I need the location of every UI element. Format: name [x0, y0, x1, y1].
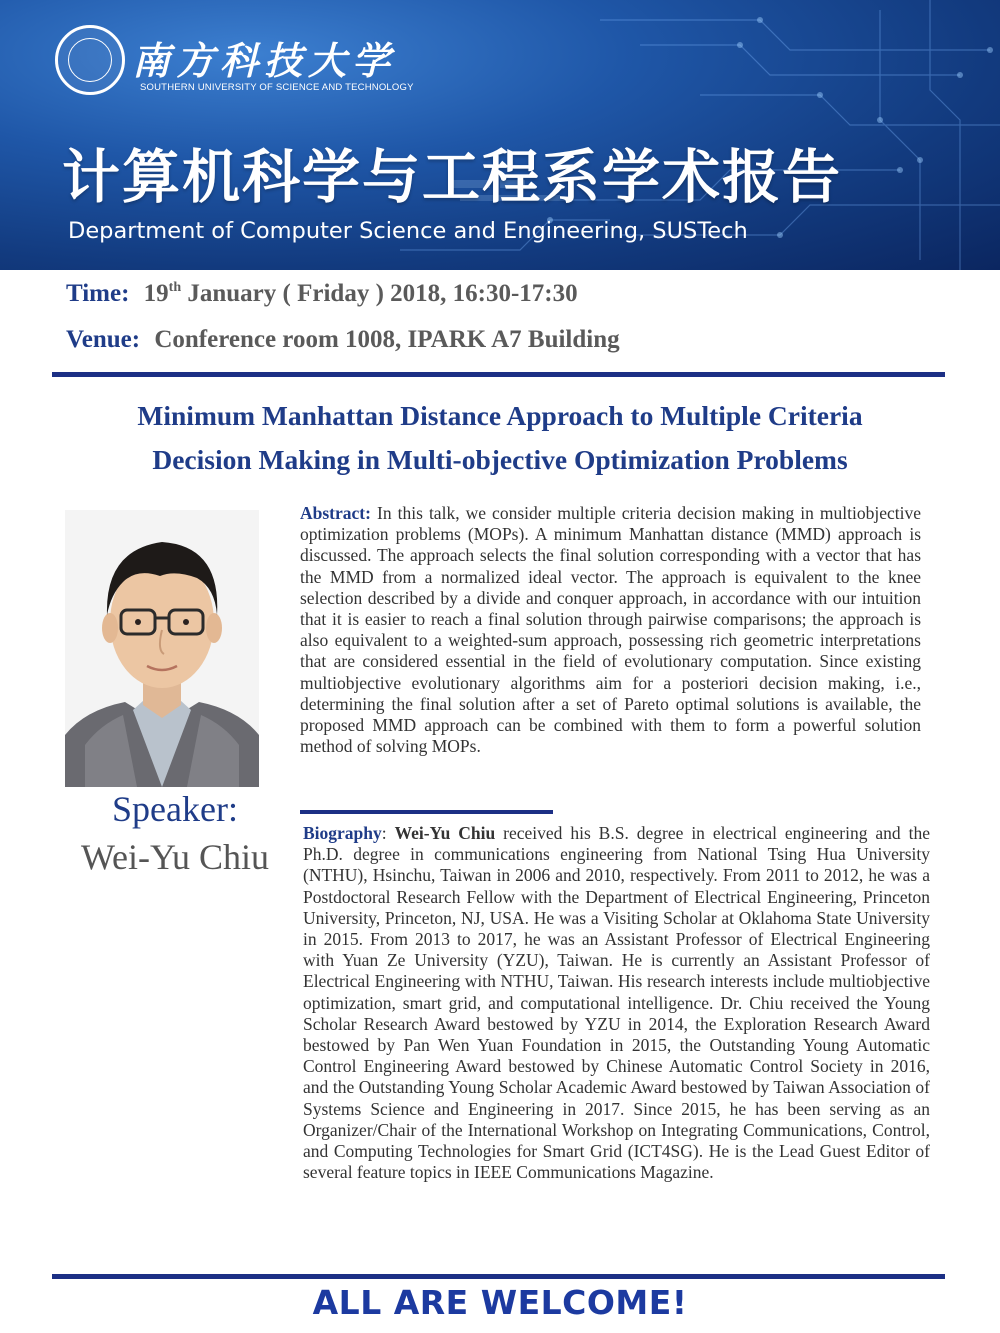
- venue-value: Conference room 1008, IPARK A7 Building: [154, 326, 620, 353]
- divider-bottom: [52, 1274, 945, 1279]
- biography-paragraph: [303, 823, 930, 1183]
- event-venue: [66, 326, 620, 354]
- abstract-label: Abstract:: [300, 503, 371, 523]
- speaker-photo: [65, 510, 259, 787]
- divider-top: [52, 372, 945, 377]
- talk-title-line-2: Decision Making in Multi-objective Optimization Problems: [152, 444, 848, 475]
- department-title-en: Department of Computer Science and Engineering, SUSTech: [68, 218, 748, 244]
- header-banner: [0, 0, 1000, 270]
- biography-text: received his B.S. degree in electrical engineering and the Ph.D. degree in communications engineering from National Tsing Hua University (NTHU), Hsinchu, Taiwan in 2006 and 2010, respectively. From 2011 to 2012, he was a Postdoctoral Research Fellow with the Department of Electrical Engineering, Princeton University, Princeton, NJ, USA. He was a Visiting Scholar at Oklahoma State University in 2015. From 2013 to 2017, he was an Assistant Professor of Electrical Engineering with Yuan Ze University (YZU), Taiwan. He is currently an Assistant Professor of Electrical Engineering with NTHU, Taiwan. His research interests include multiobjective optimization, smart grid, and computational intelligence. Dr. Chiu received the Young Scholar Research Award bestowed by YZU in 2014, the Exploration Research Award bestowed by Pan Wen Yuan Foundation in 2015, the Outstanding Young Automatic Control Engineering Award bestowed by Chinese Automatic Control Society in 2016, and the Outstanding Young Scholar Academic Award bestowed by Taiwan Association of Systems Science and Engineering in 2017. Since 2015, he has been serving as an Organizer/Chair of the International Workshop on Integrating Communications, Control, and Computing Technologies for Smart Grid (ICT4SG). He is the Lead Guest Editor of several feature topics in IEEE Communications Magazine.: [303, 823, 930, 1183]
- event-time: [66, 280, 578, 308]
- abstract-paragraph: [300, 503, 921, 757]
- university-name-en: SOUTHERN UNIVERSITY OF SCIENCE AND TECHNOLOGY: [140, 82, 414, 93]
- time-label: Time:: [66, 280, 130, 307]
- talk-title-line-1: Minimum Manhattan Distance Approach to Multiple Criteria: [137, 400, 863, 431]
- university-name-cn: 南方科技大学: [132, 38, 397, 83]
- university-seal-icon: [55, 25, 125, 95]
- talk-title: [40, 394, 960, 482]
- divider-mini: [300, 810, 553, 814]
- biography-colon: :: [381, 823, 395, 843]
- venue-label: Venue:: [66, 326, 141, 353]
- speaker-label: Speaker:: [112, 789, 238, 829]
- biography-label: Biography: [303, 823, 382, 843]
- speaker-portrait-icon: [65, 510, 259, 787]
- welcome-banner: ALL ARE WELCOME!: [312, 1283, 688, 1322]
- abstract-text: In this talk, we consider multiple criteria decision making in multiobjective optimization problems (MOPs). A minimum Manhattan distance (MMD) approach is discussed. The approach selects the final solution corresponding with a vector that has the MMD from a normalized ideal vector. The approach is equivalent to the knee selection described by a divide and conquer approach, in accordance with our intuition that it is easier to reach a final solution through pairwise comparisons; the approach is also equivalent to a weighted-sum approach, possessing rich geometric interpretations that are considered essential in the field of evolutionary computation. Since existing multiobjective evolutionary algorithms aim for a posteriori decision making, i.e., determining the final solution after a set of Pareto optimal solutions is available, the proposed MMD approach can be combined with them to form a powerful solution method of solving MOPs.: [300, 503, 921, 757]
- biography-name: Wei-Yu Chiu: [394, 823, 496, 843]
- time-value: 19th January ( Friday ) 2018, 16:30-17:30: [143, 280, 578, 307]
- speaker-name: Wei-Yu Chiu: [80, 837, 270, 877]
- department-title-cn: 计算机科学与工程系学术报告: [62, 143, 843, 211]
